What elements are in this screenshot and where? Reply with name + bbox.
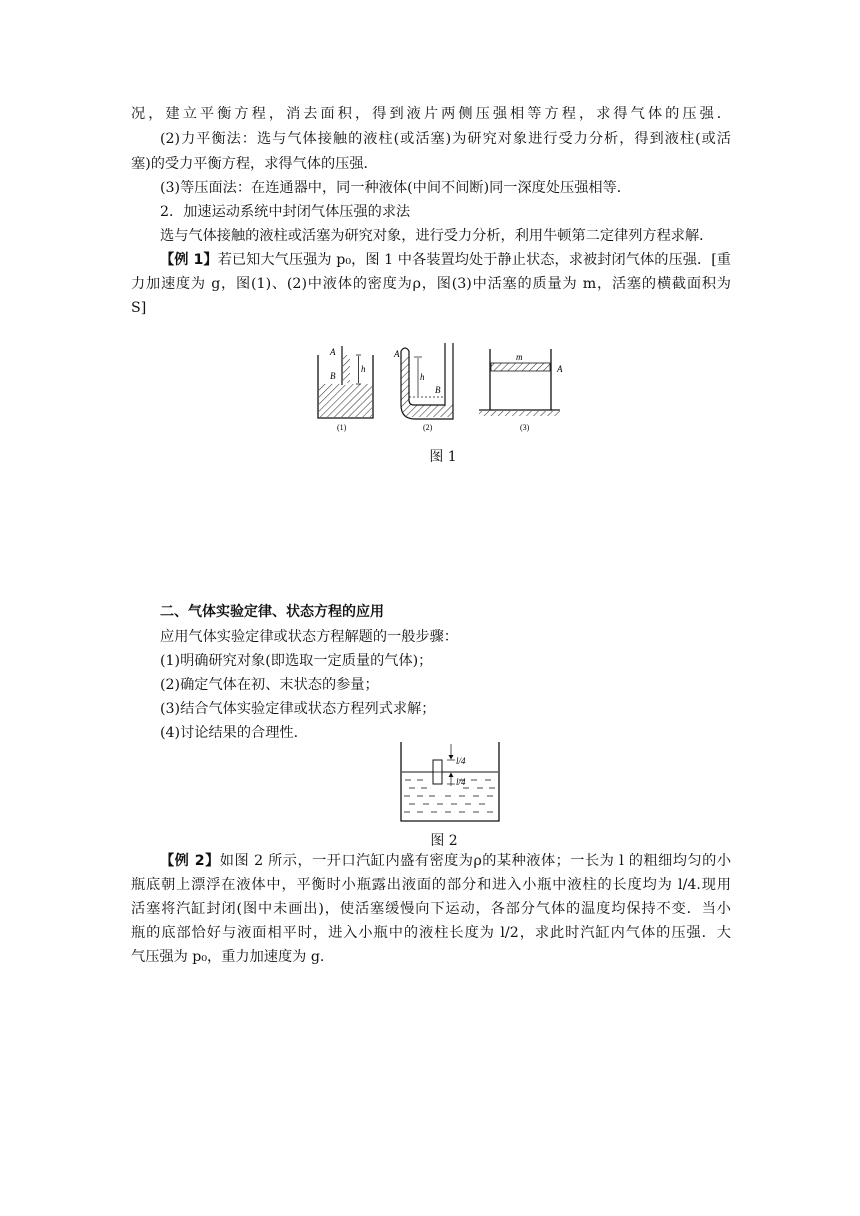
figure-1-sub-1 <box>318 345 373 432</box>
label-l-over-4-top: l/4 <box>456 756 466 766</box>
figure-1-caption: 图 1 <box>429 449 457 465</box>
figure-2 <box>395 740 505 826</box>
example-2-line: 气压强为 p₀，重力加速度为 g. <box>131 949 325 965</box>
paragraph-line: (2)力平衡法：选与气体接触的液柱(或活塞)为研究对象进行受力分析，得到液柱(或活 <box>160 131 731 147</box>
sub-figure-label: (1) <box>337 423 347 432</box>
step-item: (1)明确研究对象(即选取一定质量的气体)； <box>160 653 433 669</box>
paragraph-line: 塞)的受力平衡方程，求得气体的压强． <box>131 156 378 172</box>
label-l-over-4-bottom: l/4 <box>456 777 466 787</box>
step-item: (3)结合气体实验定律或状态方程列式求解； <box>160 701 436 717</box>
label-B: B <box>435 385 441 395</box>
example-2-label: 【例 2】 <box>160 853 220 869</box>
label-A: A <box>394 349 400 359</box>
figure-1-sub-2 <box>393 343 453 432</box>
label-h: h <box>420 372 425 382</box>
section-intro: 应用气体实验定律或状态方程解题的一般步骤： <box>160 629 458 645</box>
liquid-dashes <box>402 772 498 812</box>
example-1-label: 【例 1】 <box>160 252 218 268</box>
paragraph-line: 选与气体接触的液柱或活塞为研究对象，进行受力分析，利用牛顿第二定律列方程求解． <box>160 228 714 244</box>
label-m: m <box>516 352 523 362</box>
figure-2-caption: 图 2 <box>430 833 458 849</box>
label-A: A <box>330 347 336 357</box>
paragraph-line: 况，建立平衡方程，消去面积，得到液片两侧压强相等方程，求得气体的压强． <box>131 106 731 122</box>
example-2-line: 瓶底朝上漂浮在液体中，平衡时小瓶露出液面的部分和进入小瓶中液柱的长度均为 l/4.现用 <box>131 877 731 893</box>
label-h: h <box>361 364 366 374</box>
section-heading: 二、气体实验定律、状态方程的应用 <box>160 604 384 620</box>
section-subheading: 2．加速运动系统中封闭气体压强的求法 <box>160 204 411 220</box>
example-2-line: 瓶的底部恰好与液面相平时，进入小瓶中的液柱长度为 l/2，求此时汽缸内气体的压强．大 <box>131 925 731 941</box>
figure-1 <box>310 335 580 435</box>
example-1-line <box>160 250 731 270</box>
step-item: (2)确定气体在初、末状态的参量； <box>160 677 379 693</box>
example-2-line: 活塞将汽缸封闭(图中未画出)，使活塞缓慢向下运动，各部分气体的温度均保持不变．当小 <box>131 901 731 917</box>
sub-figure-label: (2) <box>423 423 433 432</box>
example-2-line <box>160 851 731 871</box>
example-1-line: S] <box>131 300 147 316</box>
sub-figure-label: (3) <box>520 423 530 432</box>
label-A: A <box>557 364 563 374</box>
example-1-text: 若已知大气压强为 p₀，图 1 中各装置均处于静止状态，求被封闭气体的压强．[重 <box>217 252 731 268</box>
label-B: B <box>330 371 336 381</box>
step-item: (4)讨论结果的合理性． <box>160 725 308 741</box>
example-2-text: 如图 2 所示，一开口汽缸内盛有密度为ρ的某种液体；一长为 l 的粗细均匀的小 <box>219 853 732 869</box>
figure-1-sub-3 <box>479 349 563 432</box>
paragraph-line: (3)等压面法：在连通器中，同一种液体(中间不间断)同一深度处压强相等． <box>160 180 631 196</box>
example-1-line: 力加速度为 g，图(1)、(2)中液体的密度为ρ，图(3)中活塞的质量为 m，活塞的横截面积为 <box>131 276 731 292</box>
